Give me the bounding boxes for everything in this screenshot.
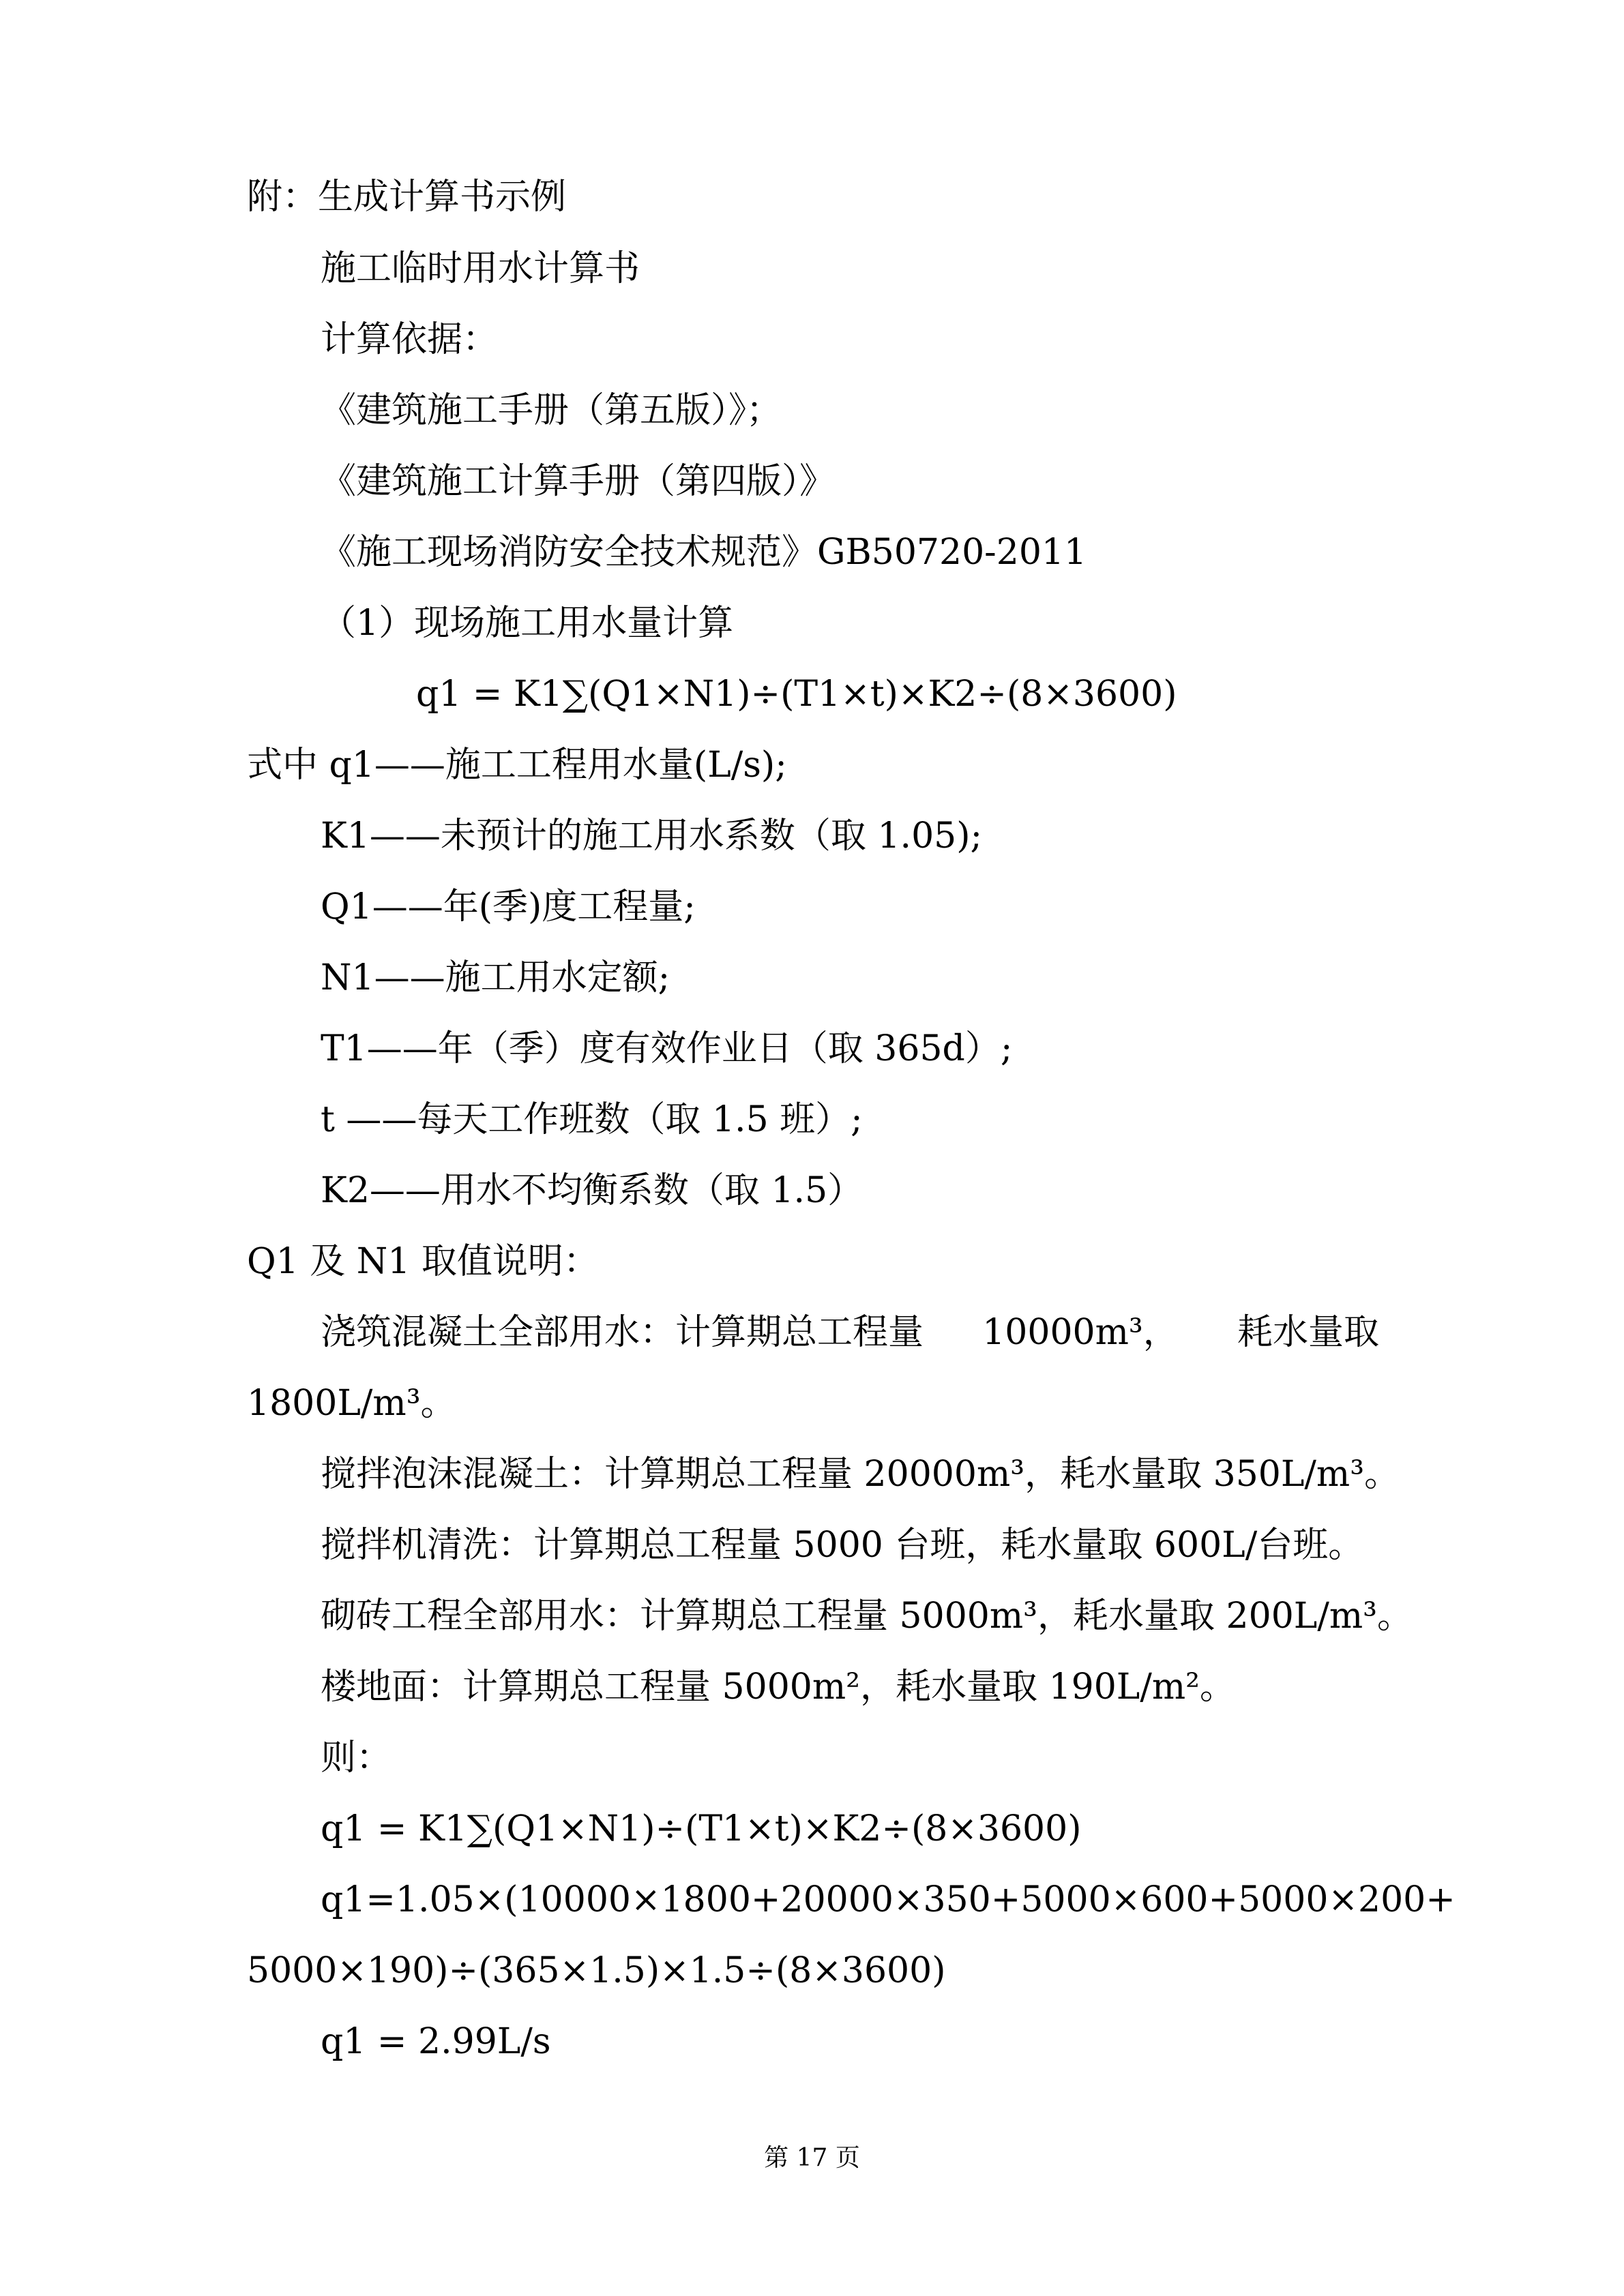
calc-result: q1 = 2.99L/s [321, 2021, 551, 2062]
definition-line: K2——用水不均衡系数（取 1.5） [321, 1170, 863, 1211]
definition-line: N1——施工用水定额; [321, 957, 670, 998]
value-item-concrete-cont: 1800L/m³。 [247, 1383, 456, 1424]
value-item: 砌砖工程全部用水：计算期总工程量 5000m³，耗水量取 200L/m³。 [321, 1596, 1413, 1637]
calc-formula: q1 = K1∑(Q1×N1)÷(T1×t)×K2÷(8×3600) [321, 1808, 1082, 1849]
definition-line: t ——每天工作班数（取 1.5 班）; [321, 1099, 863, 1140]
calc-expanded-cont: 5000×190)÷(365×1.5)×1.5÷(8×3600) [247, 1950, 946, 1991]
page-number: 第 17 页 [764, 2144, 860, 2172]
then-label: 则： [321, 1738, 392, 1778]
basis-heading: 计算依据： [321, 319, 499, 360]
value-item-concrete: 浇筑混凝土全部用水：计算期总工程量 10000m³， 耗水量取 [321, 1312, 1379, 1353]
reference-item: 《建筑施工手册（第五版）》； [321, 390, 782, 431]
main-formula: q1 = K1∑(Q1×N1)÷(T1×t)×K2÷(8×3600) [416, 674, 1177, 715]
value-item: 搅拌泡沫混凝土：计算期总工程量 20000m³，耗水量取 350L/m³。 [321, 1454, 1400, 1495]
reference-item: 《建筑施工计算手册（第四版）》 [321, 461, 836, 502]
document-title: 施工临时用水计算书 [321, 248, 640, 289]
value-item: 搅拌机清洗：计算期总工程量 5000 台班，耗水量取 600L/台班。 [321, 1525, 1364, 1566]
definition-line: Q1——年(季)度工程量; [321, 886, 696, 927]
value-item: 楼地面：计算期总工程量 5000m²，耗水量取 190L/m²。 [321, 1667, 1236, 1708]
appendix-heading: 附：生成计算书示例 [247, 177, 567, 218]
definition-line: K1——未预计的施工用水系数（取 1.05); [321, 816, 983, 856]
values-heading: Q1 及 N1 取值说明： [247, 1241, 599, 1282]
reference-item: 《施工现场消防安全技术规范》GB50720-2011 [321, 532, 1087, 573]
definition-line: T1——年（季）度有效作业日（取 365d）; [321, 1028, 1013, 1069]
section-heading: （1）现场施工用水量计算 [321, 603, 734, 644]
calc-expanded: q1 = 1.05×(10000×1800 + 20000×350 + 5000×600 + 5000×200 + [321, 1879, 1456, 1920]
definition-line: 式中 q1——施工工程用水量(L/s); [247, 745, 787, 786]
